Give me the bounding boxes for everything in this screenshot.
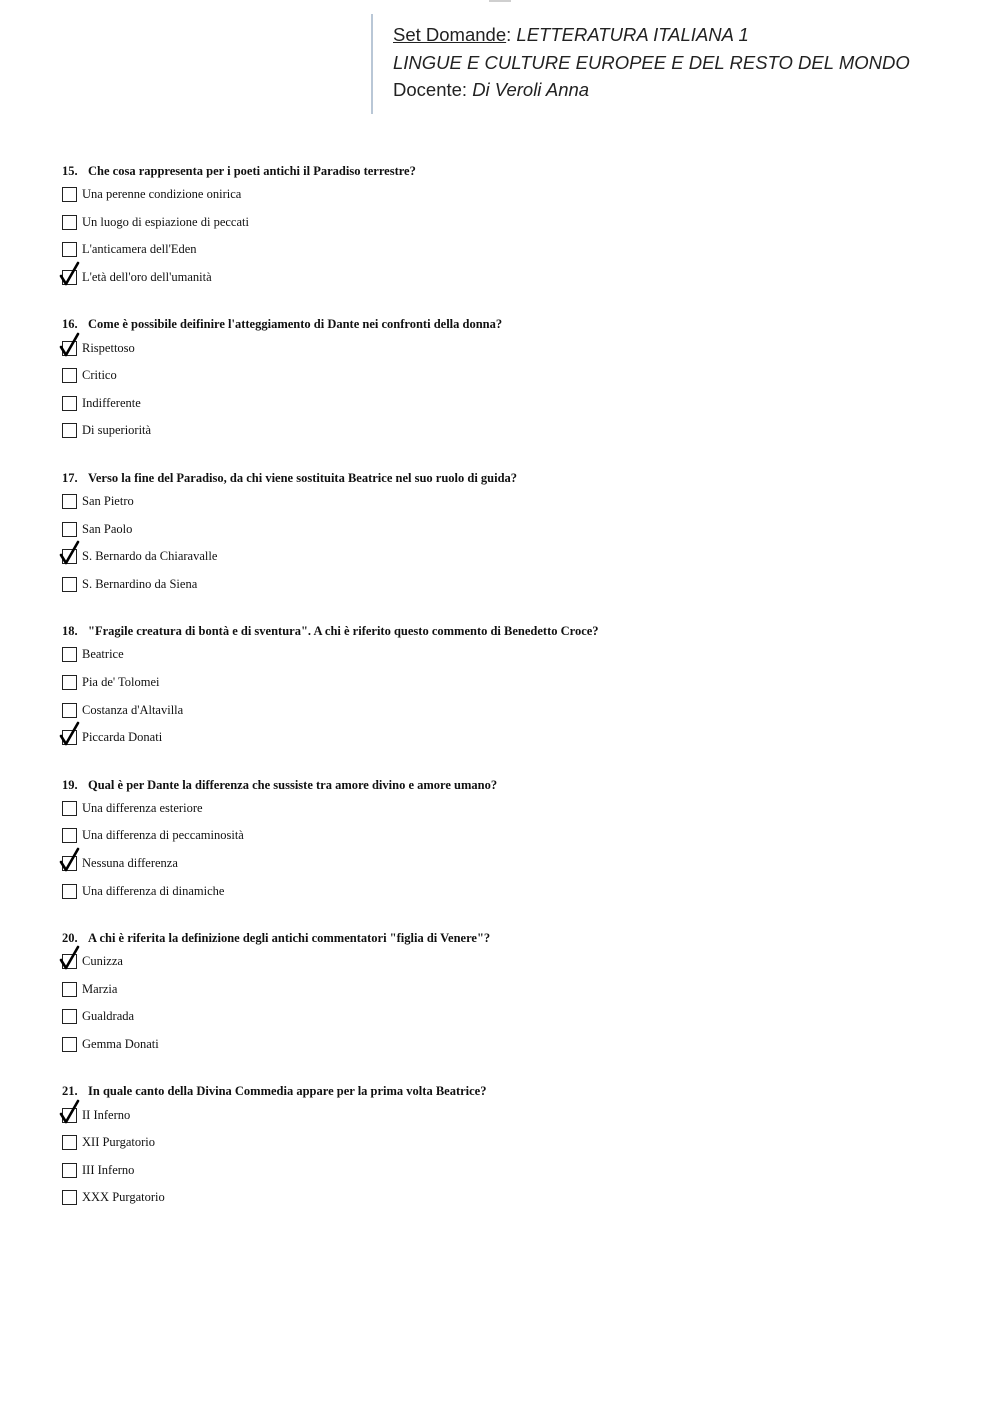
- answer-checkbox[interactable]: [62, 1190, 77, 1205]
- answer-checkbox[interactable]: [62, 270, 77, 285]
- answer-option[interactable]: [62, 975, 962, 1003]
- answer-label: Gualdrada: [82, 1009, 135, 1024]
- question-text: "Fragile creatura di bontà e di sventura". A chi è riferito questo commento di Benedetto Croce?: [88, 624, 599, 639]
- question-title: [62, 314, 962, 334]
- answer-option[interactable]: [62, 948, 962, 976]
- checkmark-icon: [59, 332, 81, 358]
- set-label: Set Domande: [393, 24, 507, 45]
- question-number: 19.: [62, 777, 78, 792]
- answer-label: Pia de' Tolomei: [82, 675, 160, 690]
- answer-label: Nessuna differenza: [82, 855, 178, 870]
- answer-label: XXX Purgatorio: [82, 1190, 165, 1205]
- question-block: [62, 621, 962, 751]
- answer-checkbox[interactable]: [62, 884, 77, 899]
- teacher-label: Docente:: [393, 79, 468, 100]
- top-margin-mark: [489, 0, 511, 2]
- question-text: Come è possibile deifinire l'atteggiamento di Dante nei confronti della donna?: [88, 317, 503, 332]
- answer-label: L'anticamera dell'Eden: [82, 242, 197, 257]
- answer-label: L'età dell'oro dell'umanità: [82, 270, 212, 285]
- answer-option[interactable]: [62, 334, 962, 362]
- question-block: [62, 928, 962, 1058]
- answer-option[interactable]: [62, 822, 962, 850]
- answer-checkbox[interactable]: [62, 647, 77, 662]
- answer-option[interactable]: [62, 1101, 962, 1129]
- question-title: [62, 928, 962, 948]
- answer-checkbox[interactable]: [62, 522, 77, 537]
- question-block: [62, 161, 962, 291]
- answer-option[interactable]: [62, 850, 962, 878]
- answer-checkbox[interactable]: [62, 1135, 77, 1150]
- answer-checkbox[interactable]: [62, 242, 77, 257]
- answer-label: Beatrice: [82, 647, 124, 662]
- answer-option[interactable]: [62, 1156, 962, 1184]
- answer-label: XII Purgatorio: [82, 1135, 156, 1150]
- checkmark-icon: [59, 847, 81, 873]
- answer-label: Una perenne condizione onirica: [82, 187, 242, 202]
- answer-label: Piccarda Donati: [82, 730, 163, 745]
- answer-option[interactable]: [62, 571, 962, 599]
- answer-option[interactable]: [62, 1003, 962, 1031]
- answer-label: Indifferente: [82, 395, 141, 410]
- answer-checkbox[interactable]: [62, 549, 77, 564]
- program-title: LINGUE E CULTURE EUROPEE E DEL RESTO DEL MONDO: [393, 51, 910, 73]
- answer-label: Rispettoso: [82, 340, 135, 355]
- answer-checkbox[interactable]: [62, 1163, 77, 1178]
- question-block: [62, 314, 962, 444]
- header-set-line: [393, 21, 910, 49]
- answer-option[interactable]: [62, 696, 962, 724]
- answer-option[interactable]: [62, 669, 962, 697]
- answer-checkbox[interactable]: [62, 856, 77, 871]
- answer-label: Critico: [82, 368, 117, 383]
- checkmark-icon: [59, 540, 81, 566]
- answer-label: S. Bernardo da Chiaravalle: [82, 549, 218, 564]
- question-text: Che cosa rappresenta per i poeti antichi il Paradiso terrestre?: [88, 164, 416, 178]
- answer-option[interactable]: [62, 390, 962, 418]
- header-teacher-line: [393, 76, 910, 104]
- answer-label: II Inferno: [82, 1107, 131, 1122]
- answer-label: Costanza d'Altavilla: [82, 702, 184, 717]
- answer-label: Marzia: [82, 981, 118, 996]
- question-title: [62, 468, 962, 488]
- question-number: 20.: [62, 930, 78, 945]
- checkmark-icon: [59, 1099, 81, 1125]
- answer-label: Di superiorità: [82, 423, 152, 438]
- set-separator: :: [506, 24, 512, 45]
- answer-checkbox[interactable]: [62, 675, 77, 690]
- answer-label: III Inferno: [82, 1162, 135, 1177]
- answer-option[interactable]: [62, 417, 962, 445]
- answer-option[interactable]: [62, 795, 962, 823]
- answer-checkbox[interactable]: [62, 1037, 77, 1052]
- question-title: [62, 1081, 962, 1101]
- question-number: 18.: [62, 624, 78, 639]
- answer-option[interactable]: [62, 641, 962, 669]
- answer-label: S. Bernardino da Siena: [82, 576, 198, 591]
- answer-option[interactable]: [62, 488, 962, 516]
- answer-checkbox[interactable]: [62, 396, 77, 411]
- answer-checkbox[interactable]: [62, 494, 77, 509]
- question-text: Verso la fine del Paradiso, da chi viene sostituita Beatrice nel suo ruolo di guida?: [88, 470, 518, 485]
- answer-option[interactable]: [62, 1184, 962, 1212]
- answer-option[interactable]: [62, 181, 962, 209]
- question-block: [62, 775, 962, 905]
- answer-label: Un luogo di espiazione di peccati: [82, 214, 249, 229]
- teacher-name: Di Veroli Anna: [472, 79, 590, 100]
- question-number: 16.: [62, 317, 78, 332]
- answer-label: San Paolo: [82, 521, 133, 536]
- answer-checkbox[interactable]: [62, 703, 77, 718]
- answer-option[interactable]: [62, 1031, 962, 1059]
- answer-label: Gemma Donati: [82, 1036, 159, 1051]
- answer-checkbox[interactable]: [62, 801, 77, 816]
- question-list: [62, 161, 962, 1235]
- answer-option[interactable]: [62, 877, 962, 905]
- answer-checkbox[interactable]: [62, 341, 77, 356]
- answer-label: San Pietro: [82, 494, 134, 509]
- question-block: [62, 1081, 962, 1211]
- answer-checkbox[interactable]: [62, 982, 77, 997]
- question-number: 21.: [62, 1084, 78, 1099]
- question-title: [62, 161, 962, 181]
- answer-checkbox[interactable]: [62, 730, 77, 745]
- answer-option[interactable]: [62, 362, 962, 390]
- answer-checkbox[interactable]: [62, 187, 77, 202]
- answer-option[interactable]: [62, 515, 962, 543]
- answer-checkbox[interactable]: [62, 1108, 77, 1123]
- question-number: 15.: [62, 164, 78, 178]
- question-title: [62, 621, 962, 641]
- answer-label: Cunizza: [82, 954, 123, 969]
- question-number: 17.: [62, 470, 78, 485]
- answer-checkbox[interactable]: [62, 368, 77, 383]
- answer-option[interactable]: [62, 209, 962, 237]
- question-text: Qual è per Dante la differenza che sussiste tra amore divino e amore umano?: [88, 777, 498, 792]
- answer-checkbox[interactable]: [62, 215, 77, 230]
- answer-checkbox[interactable]: [62, 828, 77, 843]
- question-title: [62, 775, 962, 795]
- answer-checkbox[interactable]: [62, 423, 77, 438]
- checkmark-icon: [59, 721, 81, 747]
- answer-option[interactable]: [62, 543, 962, 571]
- answer-option[interactable]: [62, 264, 962, 292]
- answer-option[interactable]: [62, 1129, 962, 1157]
- answer-checkbox[interactable]: [62, 954, 77, 969]
- checkmark-icon: [59, 945, 81, 971]
- question-text: A chi è riferita la definizione degli antichi commentatori "figlia di Venere"?: [88, 930, 491, 945]
- answer-option[interactable]: [62, 724, 962, 752]
- answer-option[interactable]: [62, 236, 962, 264]
- question-block: [62, 468, 962, 598]
- checkmark-icon: [59, 261, 81, 287]
- question-text: In quale canto della Divina Commedia appare per la prima volta Beatrice?: [88, 1084, 487, 1099]
- answer-checkbox[interactable]: [62, 577, 77, 592]
- document-header: [371, 14, 910, 114]
- answer-label: Una differenza di dinamiche: [82, 883, 225, 898]
- answer-label: Una differenza esteriore: [82, 800, 203, 815]
- course-title: LETTERATURA ITALIANA 1: [516, 24, 749, 45]
- answer-label: Una differenza di peccaminosità: [82, 828, 244, 843]
- answer-checkbox[interactable]: [62, 1009, 77, 1024]
